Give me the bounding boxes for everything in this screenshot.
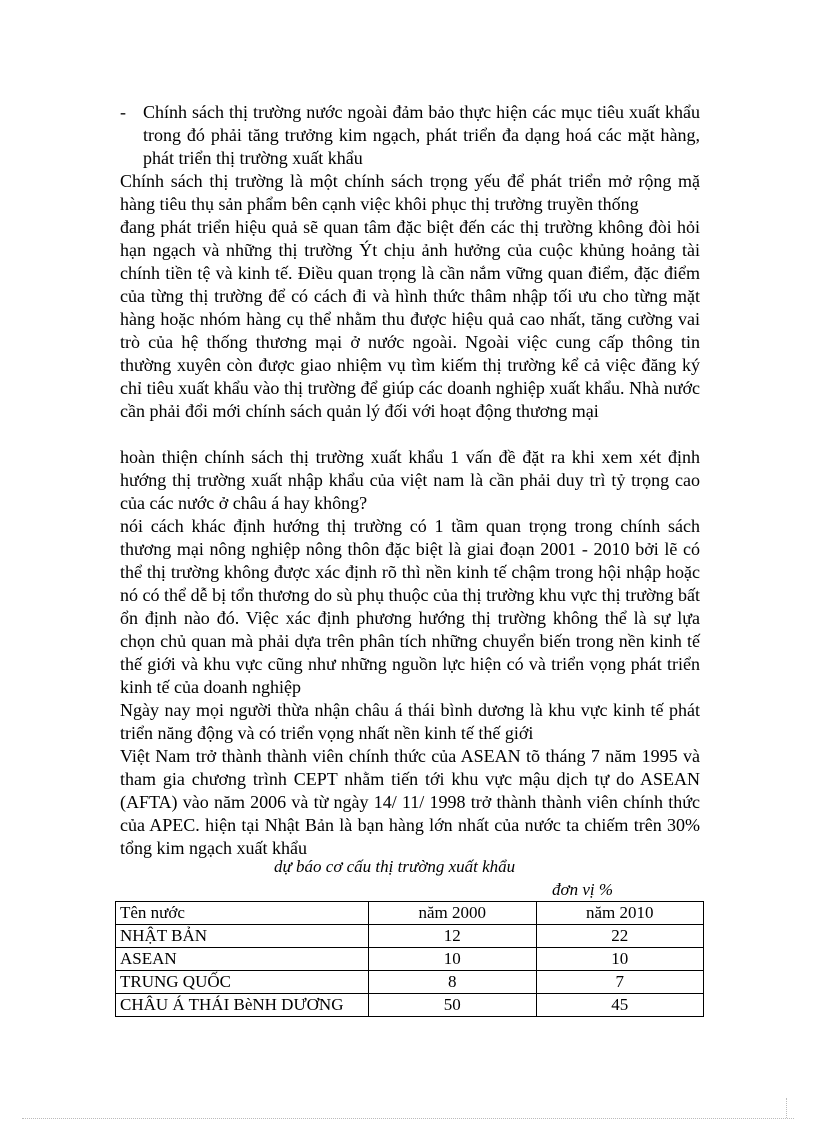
header-year-2000: năm 2000 [369,902,537,925]
country-cell: CHÂU Á THÁI BèNH DƯƠNG [116,994,369,1017]
paragraph-4: nói cách khác định hướng thị trường có 1 tầm quan trọng trong chính sách thương mại nông nghiệp nông thôn đặc biệt là giai đoạn 2001 - 2010 bởi lẽ có thể thị trường không được xác định rõ thì nền kinh tế chậm trong hội nhập hoặc nó có thể dễ bị tổn thương do sù phụ thuộc của thị trường khu vực thị trường bất ổn định nào đó. Việc xác định phương hướng thị trường không thể là sự lựa chọn chủ quan mà phải dựa trên phân tích những chuyển biến trong nền kinh tế thế giới và khu vực cũng như những nguồn lực hiện có và triển vọng phát triển kinh tế của doanh nghiệp [120,516,700,697]
country-cell: TRUNG QUỐC [116,971,369,994]
value-cell: 7 [536,971,704,994]
bullet-marker: - [120,102,126,122]
paragraph-1: Chính sách thị trường là một chính sách trọng yếu để phát triển mở rộng mặ hàng tiêu thụ sản phẩm bên cạnh việc khôi phục thị trường truyền thống [120,171,700,214]
paragraph-3: hoàn thiện chính sách thị trường xuất khẩu 1 vấn đề đặt ra khi xem xét định hướng thị trường xuất nhập khẩu của việt nam là cần phải duy trì tỷ trọng cao của các nước ở châu á hay không? [120,447,700,513]
header-year-2010: năm 2010 [536,902,704,925]
table-row [116,971,704,994]
header-country: Tên nước [116,902,369,925]
table-caption: dự báo cơ cấu thị trường xuất khẩu [274,857,516,876]
value-cell: 50 [369,994,537,1017]
value-cell: 10 [536,948,704,971]
value-cell: 45 [536,994,704,1017]
value-cell: 12 [369,925,537,948]
country-cell: NHẬT BẢN [116,925,369,948]
table-row [116,994,704,1017]
value-cell: 8 [369,971,537,994]
table-row [116,925,704,948]
table-row [116,948,704,971]
country-cell: ASEAN [116,948,369,971]
paragraph-2: đang phát triển hiệu quả sẽ quan tâm đặc biệt đến các thị trường không đòi hỏi hạn ngạch và những thị trường Ýt chịu ảnh hưởng của cuộc khủng hoảng tài chính tiền tệ và kinh tế. Điều quan trọng là cần nắm vững quan điểm, đặc điểm của từng thị trường để có cách đi và hình thức thâm nhập tối ưu cho từng mặt hàng hoặc nhóm hàng cụ thể nhằm thu được hiệu quả cao nhất, tăng cường vai trò của hệ thống thương mại ở nước ngoài. Ngoài việc cung cấp thông tin thường xuyên còn được giao nhiệm vụ tìm kiếm thị trường kể cả việc đăng ký chỉ tiêu xuất khẩu vào thị trường để giúp các doanh nghiệp xuất khẩu. Nhà nước cần phải đổi mới chính sách quản lý đối với hoạt động thương mại [120,217,700,421]
page-corner-mark [786,1098,787,1118]
paragraph-5: Ngày nay mọi người thừa nhận châu á thái bình dương là khu vực kinh tế phát triển năng động và có triển vọng nhất nền kinh tế thế giới [120,700,700,743]
paragraph-6: Việt Nam trở thành thành viên chính thức của ASEAN tõ tháng 7 năm 1995 và tham gia chương trình CEPT nhằm tiến tới khu vực mậu dịch tự do ASEAN (AFTA) vào năm 2006 và từ ngày 14/ 11/ 1998 trở thành thành viên chính thức của APEC. hiện tại Nhật Bản là bạn hàng lớn nhất của nước ta chiếm trên 30% tổng kim ngạch xuất khẩu [120,746,700,858]
table-header-row [116,902,704,925]
bullet-text: Chính sách thị trường nước ngoài đảm bảo thực hiện các mục tiêu xuất khẩu trong đó phải tăng trưởng kim ngạch, phát triển đa dạng hoá các mặt hàng, phát triển thị trường xuất khẩu [143,102,700,168]
value-cell: 22 [536,925,704,948]
table-unit: đơn vị % [552,880,614,899]
forecast-table [115,901,704,1017]
page-bottom-rule [22,1118,794,1119]
value-cell: 10 [369,948,537,971]
bullet-item [120,101,700,170]
